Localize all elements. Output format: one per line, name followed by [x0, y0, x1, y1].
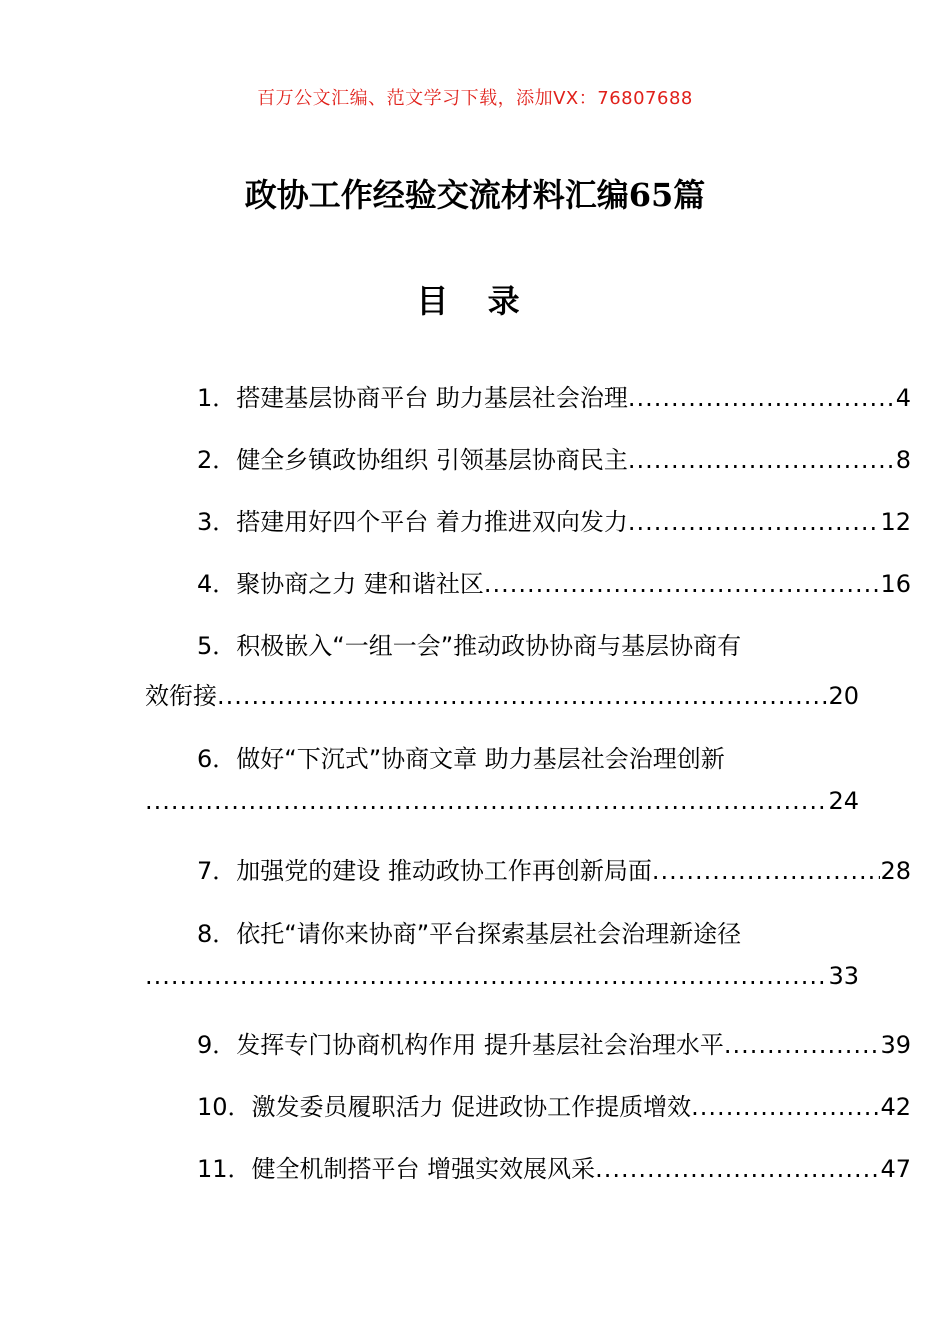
toc-entry-title: 5．积极嵌入“一组一会”推动政协协商与基层协商有: [197, 632, 742, 660]
toc-heading: 目 录: [416, 282, 534, 320]
toc-entry-page: 28: [880, 857, 911, 885]
toc-entry-page: 42: [880, 1093, 911, 1121]
toc-entry-page: 16: [880, 570, 911, 598]
toc-leader: [145, 962, 828, 990]
toc-entry-title: 3．搭建用好四个平台 着力推进双向发力: [197, 508, 628, 536]
toc-entry-title: 2．健全乡镇政协组织 引领基层协商民主: [197, 446, 628, 474]
toc-entry-title: 4．聚协商之力 建和谐社区: [197, 570, 484, 598]
toc-entry[interactable]: [145, 851, 911, 887]
header-note: 百万公文汇编、范文学习下载，添加VX：76807688: [257, 88, 693, 109]
toc-entry-page: 39: [880, 1031, 911, 1059]
toc-leader: [628, 446, 896, 474]
toc-entry-page: 24: [828, 787, 859, 815]
toc-leader: [628, 508, 881, 536]
toc-entry[interactable]: [145, 1087, 911, 1123]
toc-leader: [691, 1093, 880, 1121]
toc-leader: [628, 384, 896, 412]
toc-entry[interactable]: [145, 739, 911, 775]
toc-entry-page: 47: [880, 1155, 911, 1183]
toc-entry[interactable]: [145, 564, 911, 600]
toc-entry-continuation[interactable]: [145, 962, 859, 998]
toc-leader: [652, 857, 881, 885]
toc-entry[interactable]: [145, 1025, 911, 1061]
toc-entry-page: 8: [895, 446, 911, 474]
toc-entry[interactable]: [145, 440, 911, 476]
toc-entry-title: 11．健全机制搭平台 增强实效展风采: [197, 1155, 596, 1183]
toc-entry[interactable]: [145, 626, 911, 662]
toc-entry[interactable]: [145, 1149, 911, 1185]
toc-entry[interactable]: [145, 378, 911, 414]
document-title: 政协工作经验交流材料汇编65篇: [244, 176, 706, 214]
toc-entry-title: 9．发挥专门协商机构作用 提升基层社会治理水平: [197, 1031, 724, 1059]
toc-entry-title: 8．依托“请你来协商”平台探索基层社会治理新途径: [197, 920, 742, 948]
toc-leader: [724, 1031, 881, 1059]
toc-leader: [484, 570, 881, 598]
toc-entry-continuation[interactable]: [145, 787, 859, 823]
toc-entry-page: 4: [895, 384, 911, 412]
toc-leader: [595, 1155, 880, 1183]
toc-leader: [145, 787, 828, 815]
toc-leader: [217, 682, 828, 710]
toc-entry-title: 7．加强党的建设 推动政协工作再创新局面: [197, 857, 652, 885]
toc-entry-title-cont: 效衔接: [145, 682, 217, 710]
toc-entry-page: 12: [880, 508, 911, 536]
toc-entry-title: 6．做好“下沉式”协商文章 助力基层社会治理创新: [197, 745, 725, 773]
toc-entry[interactable]: [145, 914, 911, 950]
toc-entry-page: 20: [828, 682, 859, 710]
toc-entry-title: 1．搭建基层协商平台 助力基层社会治理: [197, 384, 628, 412]
toc-entry-title: 10．激发委员履职活力 促进政协工作提质增效: [197, 1093, 692, 1121]
toc-entry[interactable]: [145, 502, 911, 538]
toc-entry-continuation[interactable]: [145, 676, 859, 712]
toc-entry-page: 33: [828, 962, 859, 990]
